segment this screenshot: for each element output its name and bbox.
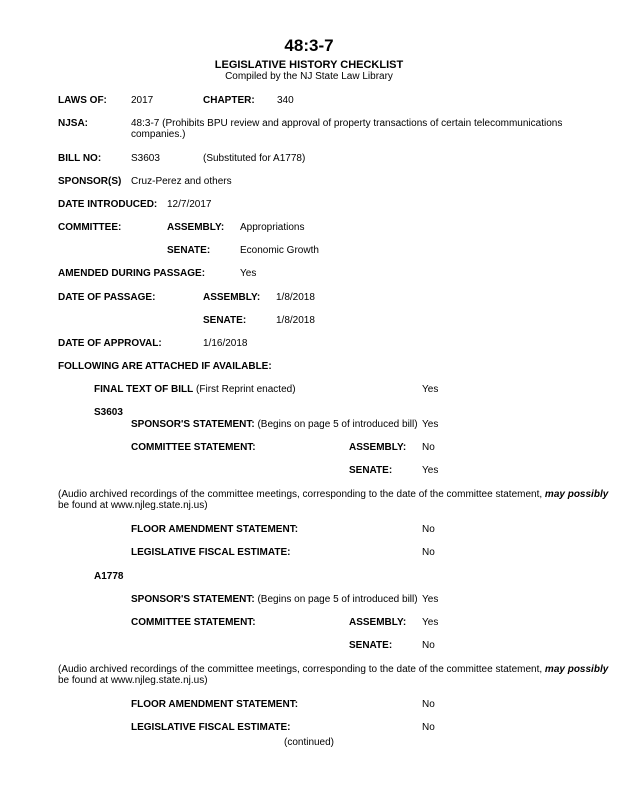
committee-statement-assembly-value: No [422, 442, 435, 453]
amended-label: AMENDED DURING PASSAGE: [58, 268, 206, 279]
committee-label: COMMITTEE: [58, 222, 122, 233]
sponsor-statement-row [131, 419, 418, 431]
committee-statement-senate-label: SENATE: [349, 465, 393, 476]
njsa-line-2: companies.) [131, 129, 186, 140]
committee-statement-senate-label: SENATE: [349, 640, 393, 651]
njsa-label: NJSA: [58, 118, 89, 129]
page-subtitle: Compiled by the NJ State Law Library [225, 71, 393, 82]
date-of-passage-label: DATE OF PASSAGE: [58, 292, 156, 303]
attached-heading: FOLLOWING ARE ATTACHED IF AVAILABLE: [58, 361, 272, 372]
floor-amendment-label: FLOOR AMENDMENT STATEMENT: [131, 524, 299, 535]
statute-number: 48:3-7 [284, 36, 334, 55]
audio-note-line-2: be found at www.njleg.state.nj.us) [58, 675, 208, 686]
sponsors-value: Cruz-Perez and others [131, 176, 232, 187]
audio-note-emphasis: may possibly [544, 664, 609, 675]
bill-id: S3603 [94, 407, 123, 418]
committee-statement-assembly-value: Yes [422, 617, 439, 628]
final-text-note: (First Reprint enacted) [196, 384, 296, 395]
fiscal-estimate-value: No [422, 722, 435, 733]
laws-of-value: 2017 [131, 95, 154, 106]
sponsor-statement-note: (Begins on page 5 of introduced bill) [257, 419, 418, 430]
committee-statement-senate-value: Yes [422, 465, 439, 476]
fiscal-estimate-value: No [422, 547, 435, 558]
final-text-label: FINAL TEXT OF BILL [94, 384, 194, 395]
date-introduced-label: DATE INTRODUCED: [58, 199, 158, 210]
passage-senate-label: SENATE: [203, 315, 247, 326]
sponsor-statement-row [131, 594, 418, 606]
chapter-label: CHAPTER: [203, 95, 255, 106]
audio-note-text: (Audio archived recordings of the committee meetings, corresponding to the date of the committee statement, [58, 489, 543, 500]
laws-of-label: LAWS OF: [58, 95, 107, 106]
committee-assembly-value: Appropriations [240, 222, 305, 233]
audio-note-line-2: be found at www.njleg.state.nj.us) [58, 500, 208, 511]
sponsor-statement-label: SPONSOR'S STATEMENT: [131, 594, 255, 605]
committee-statement-label: COMMITTEE STATEMENT: [131, 442, 256, 453]
sponsor-statement-note: (Begins on page 5 of introduced bill) [257, 594, 418, 605]
sponsor-statement-label: SPONSOR'S STATEMENT: [131, 419, 255, 430]
fiscal-estimate-label: LEGISLATIVE FISCAL ESTIMATE: [131, 722, 291, 733]
audio-note-emphasis: may possibly [544, 489, 609, 500]
date-of-approval-value: 1/16/2018 [203, 338, 248, 349]
page-title: LEGISLATIVE HISTORY CHECKLIST [214, 59, 404, 71]
floor-amendment-label: FLOOR AMENDMENT STATEMENT: [131, 699, 299, 710]
sponsor-statement-value: Yes [422, 594, 439, 605]
committee-statement-label: COMMITTEE STATEMENT: [131, 617, 256, 628]
bill-id: A1778 [94, 571, 124, 582]
date-introduced-value: 12/7/2017 [167, 199, 212, 210]
bill-no-note: (Substituted for A1778) [203, 153, 306, 164]
passage-assembly-label: ASSEMBLY: [203, 292, 261, 303]
committee-senate-value: Economic Growth [240, 245, 319, 256]
date-of-approval-label: DATE OF APPROVAL: [58, 338, 162, 349]
committee-statement-assembly-label: ASSEMBLY: [349, 442, 407, 453]
chapter-value: 340 [277, 95, 294, 106]
passage-senate-value: 1/8/2018 [276, 315, 315, 326]
bill-no-label: BILL NO: [58, 153, 102, 164]
committee-assembly-label: ASSEMBLY: [167, 222, 225, 233]
fiscal-estimate-label: LEGISLATIVE FISCAL ESTIMATE: [131, 547, 291, 558]
amended-value: Yes [240, 268, 257, 279]
njsa-line-1: 48:3-7 (Prohibits BPU review and approval of property transactions of certain telecommunications [131, 118, 563, 129]
committee-statement-senate-value: No [422, 640, 435, 651]
continued-note: (continued) [283, 737, 335, 748]
committee-senate-label: SENATE: [167, 245, 211, 256]
floor-amendment-value: No [422, 699, 435, 710]
passage-assembly-value: 1/8/2018 [276, 292, 315, 303]
final-text-row [94, 384, 296, 396]
floor-amendment-value: No [422, 524, 435, 535]
audio-note-text: (Audio archived recordings of the committee meetings, corresponding to the date of the committee statement, [58, 664, 543, 675]
bill-no-value: S3603 [131, 153, 160, 164]
sponsor-statement-value: Yes [422, 419, 439, 430]
sponsors-label: SPONSOR(S) [58, 176, 122, 187]
committee-statement-assembly-label: ASSEMBLY: [349, 617, 407, 628]
final-text-value: Yes [422, 384, 439, 395]
